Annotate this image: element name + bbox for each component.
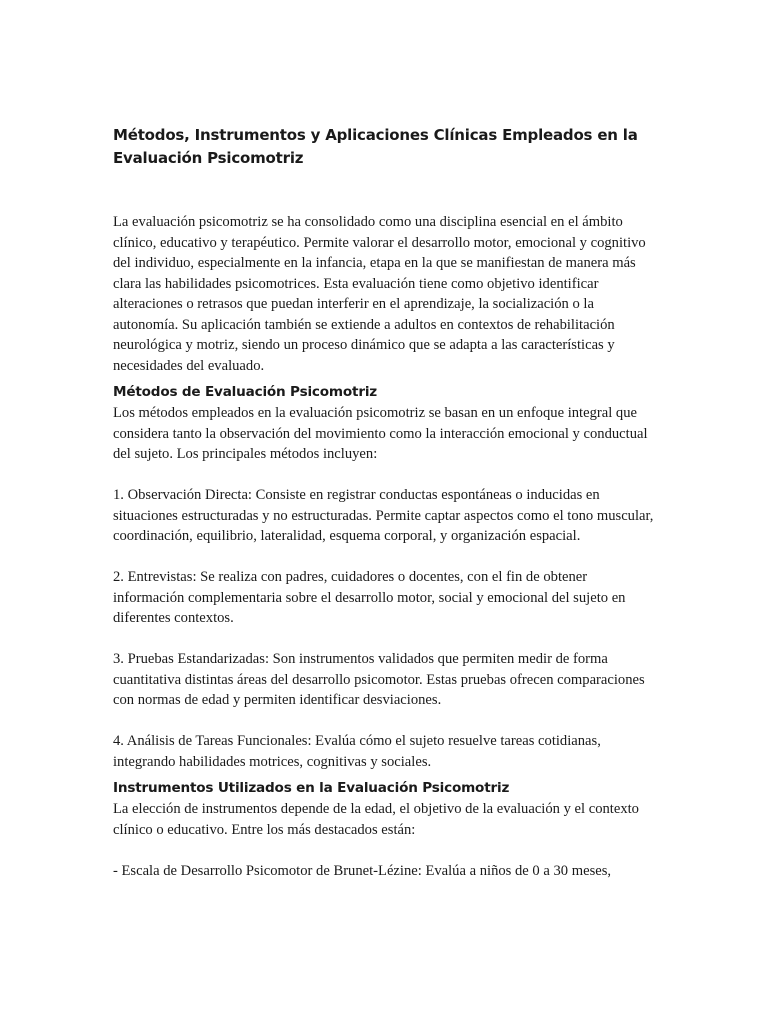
section-heading-instruments: Instrumentos Utilizados en la Evaluación Psicomotriz <box>113 780 510 796</box>
paragraph-spacer <box>113 840 658 861</box>
instruments-intro-paragraph: La elección de instrumentos depende de la edad, el objetivo de la evaluación y el contexto clínico o educativo. Entre los más destacados están: <box>113 801 639 838</box>
intro-paragraph: La evaluación psicomotriz se ha consolidado como una disciplina esencial en el ámbito clínico, educativo y terapéutico. Permite valorar el desarrollo motor, emocional y cognitivo del individuo, especialmente en la infancia, etapa en la que se manifiestan de manera más clara las habilidades psicomotrices. Esta evaluación tiene como objetivo identificar alteraciones o retrasos que puedan interferir en el aprendizaje, la socialización o la autonomía. Su aplicación también se extiende a adultos en contextos de rehabilitación neurológica y motriz, siendo un proceso dinámico que se adapta a las características y necesidades del evaluado. <box>113 214 646 374</box>
paragraph-spacer <box>113 711 658 732</box>
document-page <box>113 124 658 881</box>
instruments-item-brunet-lezine: - Escala de Desarrollo Psicomotor de Brunet-Lézine: Evalúa a niños de 0 a 30 meses, <box>113 862 612 879</box>
paragraph-spacer <box>113 465 658 486</box>
methods-item-interviews: 2. Entrevistas: Se realiza con padres, cuidadores o docentes, con el fin de obtener información complementaria sobre el desarrollo motor, social y emocional del sujeto en diferentes contextos. <box>113 569 626 626</box>
paragraph-spacer <box>113 629 658 650</box>
methods-item-observation: 1. Observación Directa: Consiste en registrar conductas espontáneas o inducidas en situaciones estructuradas y no estructuradas. Permite captar aspectos como el tono muscular, coordinación, equilibrio, lateralidad, esquema corporal, y organización espacial. <box>113 487 654 544</box>
paragraph-spacer <box>113 547 658 568</box>
methods-item-task-analysis: 4. Análisis de Tareas Funcionales: Evalúa cómo el sujeto resuelve tareas cotidianas, integrando habilidades motrices, cognitivas y sociales. <box>113 733 601 770</box>
document-title: Métodos, Instrumentos y Aplicaciones Clínicas Empleados en la Evaluación Psicomotriz <box>113 126 638 167</box>
section-heading-methods: Métodos de Evaluación Psicomotriz <box>113 384 378 400</box>
methods-item-standardized-tests: 3. Pruebas Estandarizadas: Son instrumentos validados que permiten medir de forma cuantitativa distintas áreas del desarrollo psicomotor. Estas pruebas ofrecen comparaciones con normas de edad y permiten identificar desviaciones. <box>113 651 645 708</box>
methods-intro-paragraph: Los métodos empleados en la evaluación psicomotriz se basan en un enfoque integral que considera tanto la observación del movimiento como la interacción emocional y conductual del sujeto. Los principales métodos incluyen: <box>113 405 648 462</box>
